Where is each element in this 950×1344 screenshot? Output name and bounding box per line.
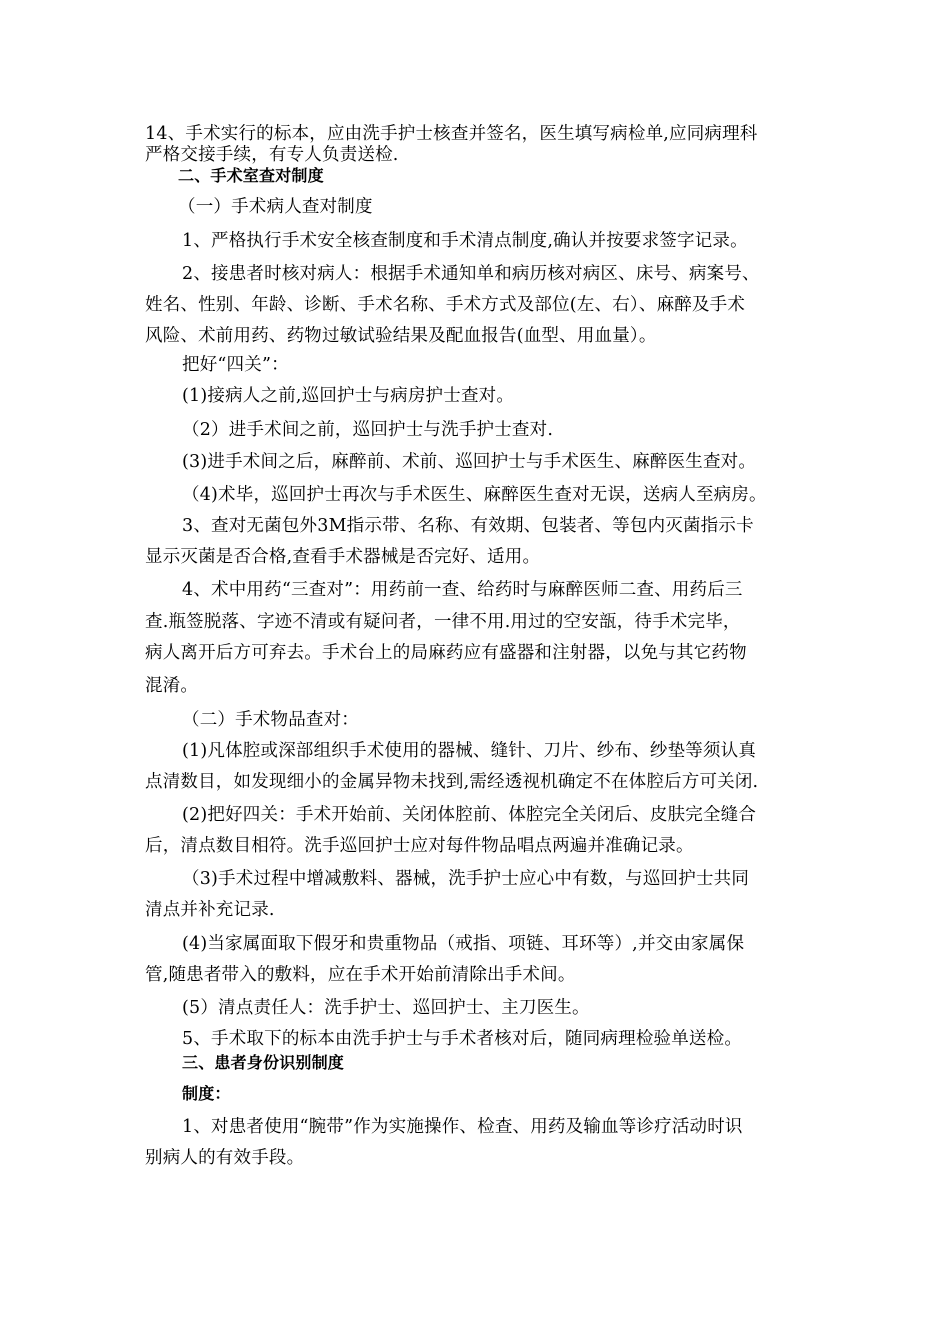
text-line: （2）进手术间之前，巡回护士与洗手护士查对.: [182, 420, 554, 440]
text-line: 2、接患者时核对病人：根据手术通知单和病历核对病区、床号、病案号、: [182, 264, 760, 284]
section-heading: 二、手术室查对制度: [178, 166, 324, 185]
text-line: (3)进手术间之后，麻醉前、术前、巡回护士与手术医生、麻醉医生查对。: [182, 452, 757, 472]
text-line: 严格交接手续，有专人负责送检.: [145, 145, 399, 165]
text-line: 14、手术实行的标本，应由洗手护士核查并签名，医生填写病检单,应同病理科: [145, 124, 758, 144]
text-line: (5）清点责任人：洗手护士、巡回护士、主刀医生。: [182, 998, 590, 1018]
text-line: （4)术毕，巡回护士再次与手术医生、麻醉医生查对无误，送病人至病房。: [182, 485, 767, 505]
text-line: 姓名、性别、年龄、诊断、手术名称、手术方式及部位(左、右）、麻醉及手术: [145, 295, 746, 315]
section-heading: 三、患者身份识别制度: [182, 1053, 345, 1072]
text-line: （3)手术过程中增减敷料、器械，洗手护士应心中有数，与巡回护士共同: [182, 869, 750, 889]
text-line: 3、查对无菌包外3M指示带、名称、有效期、包装者、等包内灭菌指示卡: [182, 516, 754, 536]
text-line: 后，清点数目相符。洗手巡回护士应对每件物品唱点两遍并准确记录。: [145, 836, 694, 856]
text-line: 查.瓶签脱落、字迹不清或有疑问者，一律不用.用过的空安瓿，待手术完毕，: [145, 612, 741, 632]
text-line: (1)接病人之前,巡回护士与病房护士查对。: [182, 386, 515, 406]
text-line: 点清数目，如发现细小的金属异物未找到,需经透视机确定不在体腔后方可关闭.: [145, 772, 759, 792]
text-line: 4、术中用药“三查对”：用药前一查、给药时与麻醉医师二查、用药后三: [182, 580, 743, 600]
text-line: 混淆。: [145, 676, 199, 696]
text-line: (2)把好四关：手术开始前、关闭体腔前、体腔完全关闭后、皮肤完全缝合: [182, 805, 757, 825]
text-line: 1、对患者使用“腕带”作为实施操作、检查、用药及输血等诊疗活动时识: [182, 1117, 743, 1137]
text-line: 管,随患者带入的敷料，应在手术开始前清除出手术间。: [145, 965, 576, 985]
text-line: 病人离开后方可弃去。手术台上的局麻药应有盛器和注射器，以免与其它药物: [145, 643, 747, 663]
text-line: 清点并补充记录.: [145, 900, 275, 920]
text-line: 显示灭菌是否合格,查看手术器械是否完好、适用。: [145, 547, 541, 567]
text-line: 1、严格执行手术安全核查制度和手术清点制度,确认并按要求签字记录。: [182, 231, 748, 251]
subsection-heading: （一）手术病人查对制度: [178, 197, 373, 217]
text-line: 别病人的有效手段。: [145, 1148, 305, 1168]
section-label: 制度：: [182, 1084, 231, 1103]
text-line: 5、手术取下的标本由洗手护士与手术者核对后，随同病理检验单送检。: [182, 1029, 743, 1049]
text-line: 把好“四关”：: [182, 355, 289, 375]
subsection-heading: （二）手术物品查对：: [182, 710, 359, 730]
text-line: (1)凡体腔或深部组织手术使用的器械、缝针、刀片、纱布、纱垫等须认真: [182, 741, 757, 761]
text-line: (4)当家属面取下假牙和贵重物品（戒指、项链、耳环等）,并交由家属保: [182, 934, 745, 954]
text-line: 风险、术前用药、药物过敏试验结果及配血报告(血型、用血量）。: [145, 326, 657, 346]
